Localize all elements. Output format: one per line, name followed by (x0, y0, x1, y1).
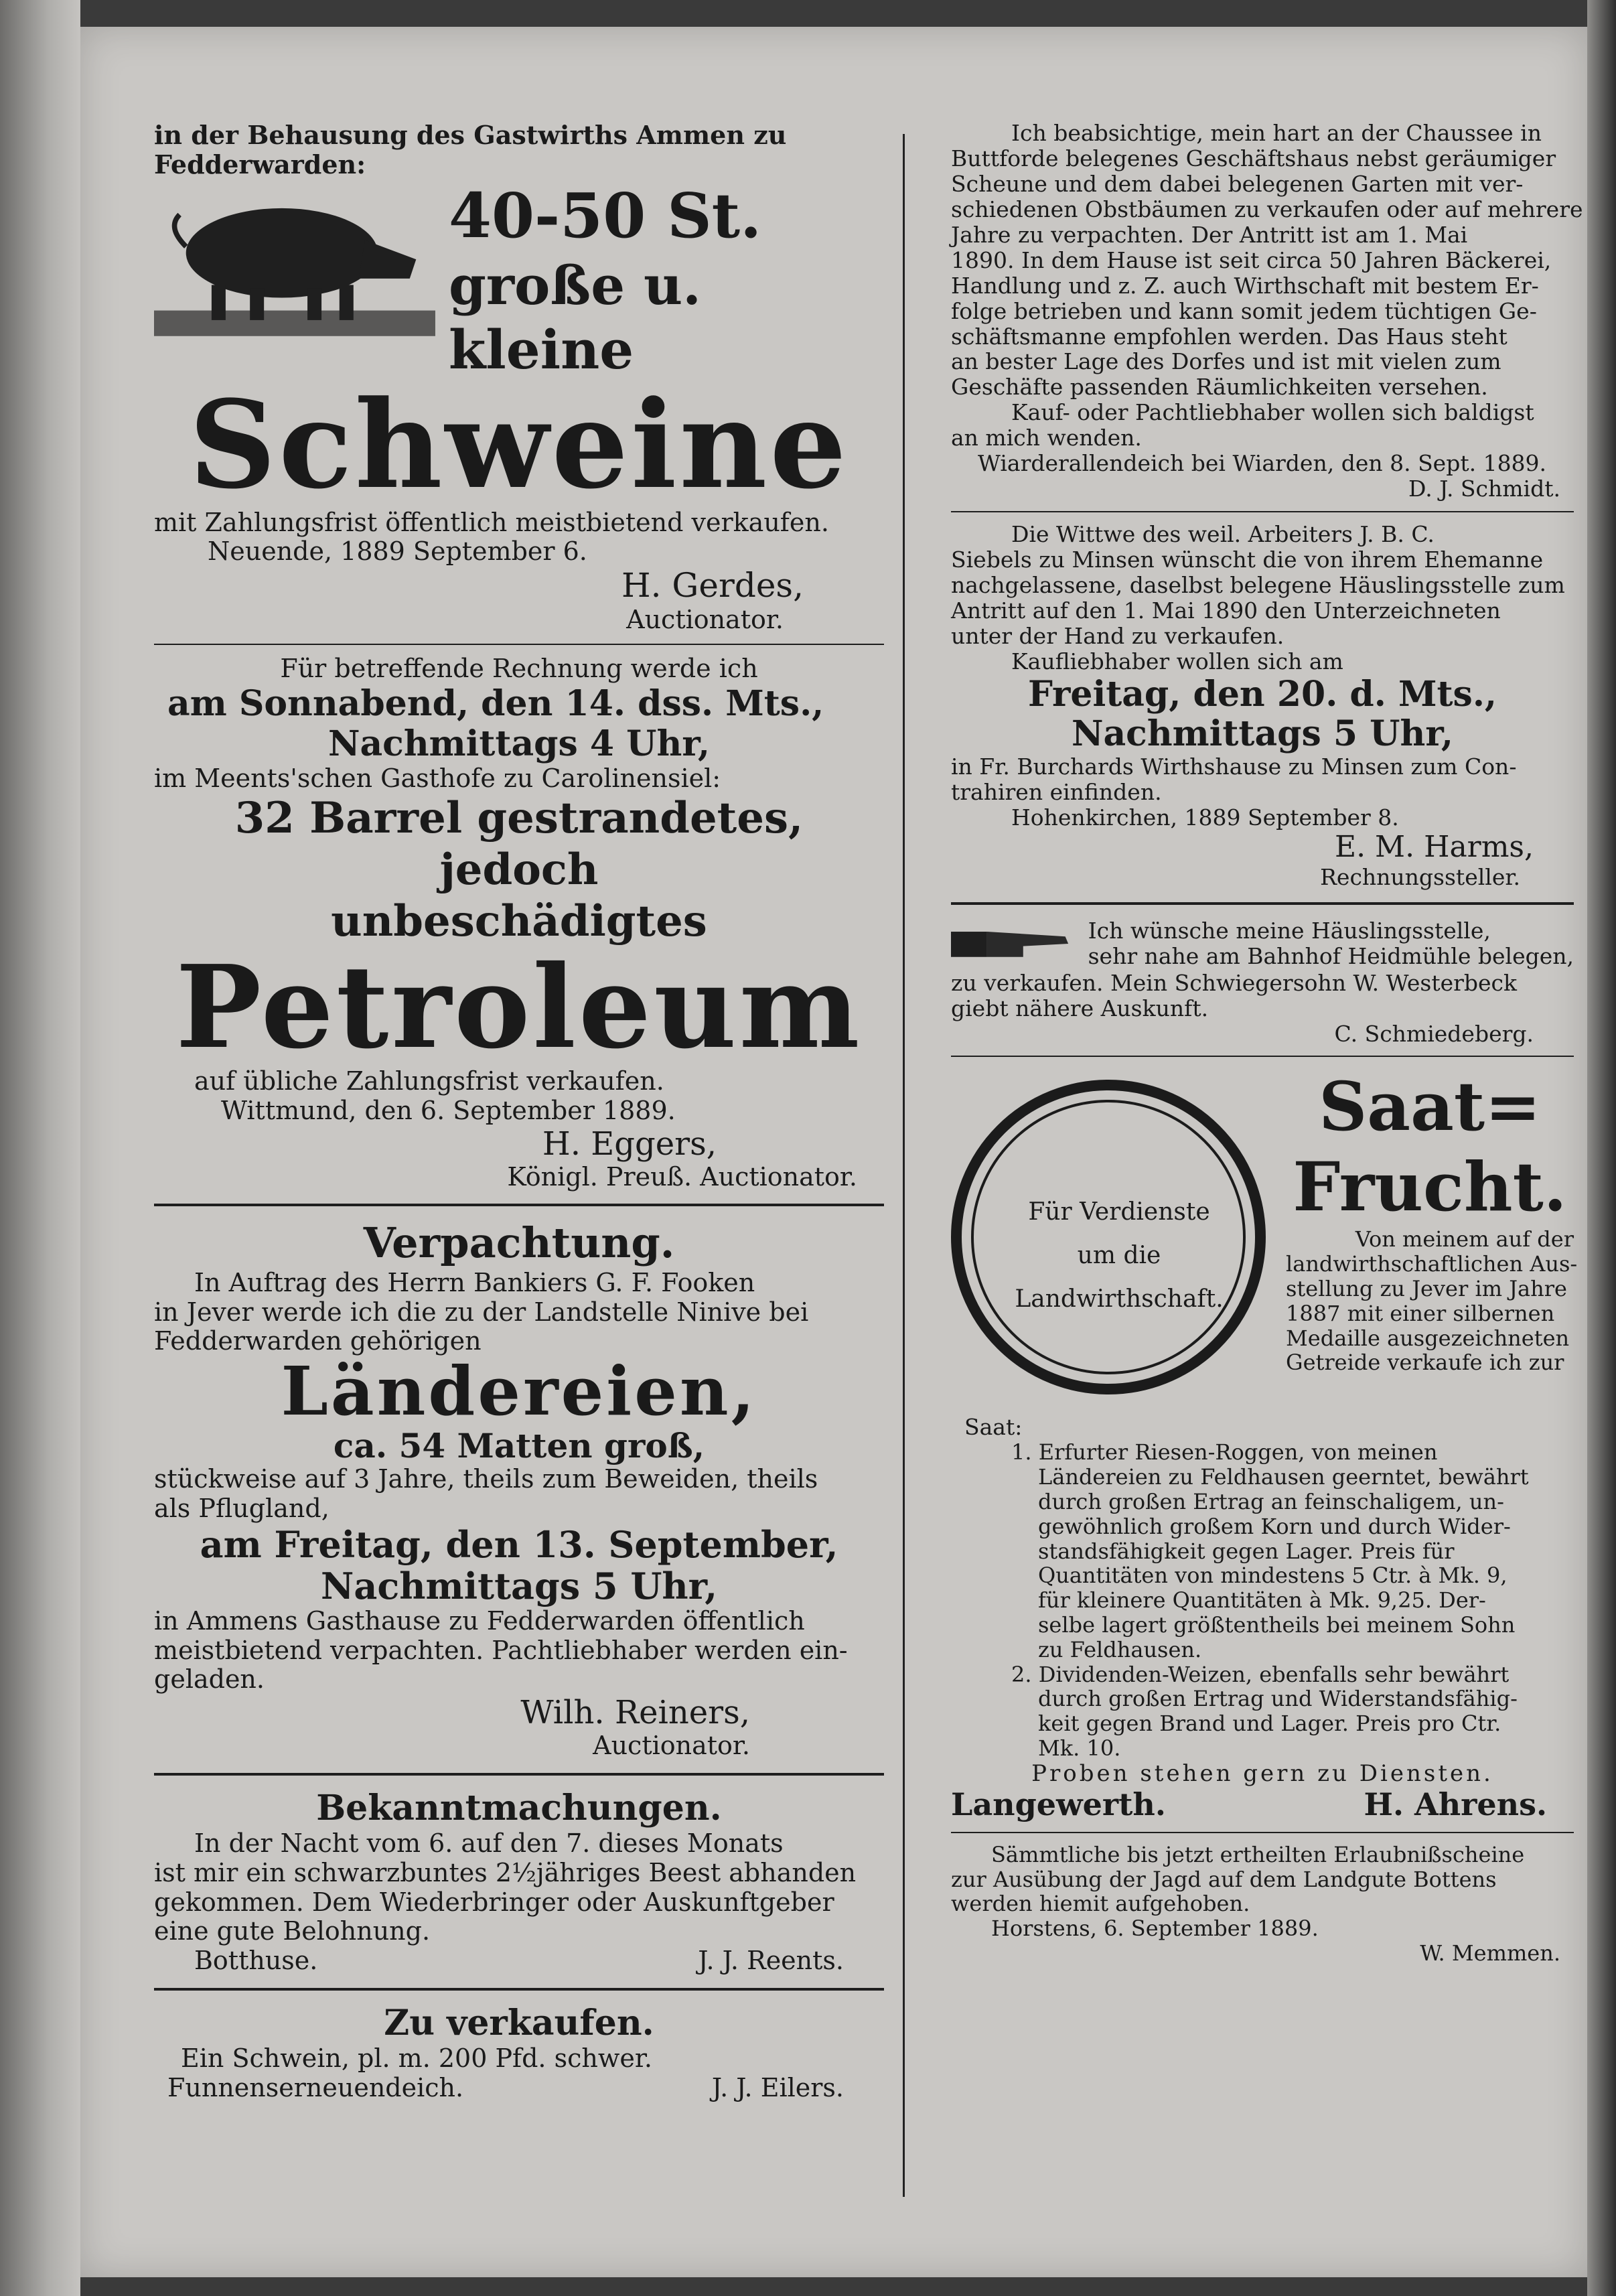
list-item: für kleinere Quantitäten à Mk. 9,25. Der- (1038, 1587, 1486, 1613)
signer: C. Schmiedeberg. (1334, 1020, 1534, 1047)
divider (154, 1773, 884, 1776)
ad-line: folge betrieben und kann somit jedem tüchtigen Ge- (951, 297, 1537, 324)
signer: H. Ahrens. (1364, 1786, 1547, 1822)
ad-geschaeftshaus (951, 120, 1583, 502)
ad-line: nachgelassene, daselbst belegene Häuslingsstelle zum (951, 571, 1565, 598)
ad-line: 32 Barrel gestrandetes, jedoch (234, 793, 804, 895)
signer-role: Auctionator. (626, 604, 784, 634)
ad-verpachtung (154, 1218, 884, 1760)
book-spine (0, 0, 80, 2296)
list-item: gewöhnlich großem Korn und durch Wider- (1038, 1513, 1511, 1539)
ad-saatfrucht (951, 1066, 1578, 1822)
signer: H. Eggers, (542, 1125, 717, 1163)
ad-line: auf übliche Zahlungsfrist verkaufen. (194, 1066, 664, 1096)
list-item: 1. Erfurter Riesen-Roggen, von meinen (1011, 1439, 1438, 1465)
ad-line: Hohenkirchen, 1889 September 8. (1011, 804, 1399, 831)
headline-petroleum: Petroleum (175, 940, 863, 1074)
pig-sizes: große u. kleine (448, 253, 701, 381)
ad-line: am Freitag, den 13. September, (200, 1522, 838, 1566)
ad-zu-verkaufen (154, 2003, 884, 2103)
ad-line: als Pflugland, (154, 1494, 329, 1524)
place: Funnenserneuendeich. (167, 2072, 464, 2102)
ad-line: Handlung und z. Z. auch Wirthschaft mit bestem Er- (951, 272, 1539, 299)
signer: J. J. Eilers. (711, 2072, 844, 2102)
medal-text: um die (1077, 1242, 1161, 1270)
signer: Wilh. Reiners, (520, 1694, 750, 1732)
ad-line: gekommen. Dem Wiederbringer oder Auskunftgeber (154, 1887, 834, 1917)
list-item: durch großen Ertrag und Widerstandsfähig- (1038, 1686, 1518, 1712)
list-item: Ländereien zu Feldhausen geerntet, bewährt (1038, 1464, 1529, 1490)
ad-line: Jahre zu verpachten. Der Antritt ist am 1. Mai (951, 221, 1468, 248)
ad-line: Für betreffende Rechnung werde ich (280, 654, 758, 684)
pig-count: 40-50 St. (448, 180, 762, 253)
ad-line: Ich beabsichtige, mein hart an der Chaussee in (1011, 120, 1542, 146)
ad-line: in der Behausung des Gastwirths Ammen zu (154, 120, 787, 150)
ad-line: giebt nähere Auskunft. (951, 995, 1209, 1021)
ad-line: 1890. In dem Hause ist seit circa 50 Jahren Bäckerei, (951, 246, 1552, 273)
ad-line: Neuende, 1889 September 6. (208, 536, 587, 567)
ad-line: in Fr. Burchards Wirthshause zu Minsen zum Con- (951, 754, 1517, 780)
divider (951, 1832, 1574, 1833)
ad-line: schiedenen Obstbäumen zu verkaufen oder auf mehrere (951, 196, 1583, 222)
signer: D. J. Schmidt. (1408, 476, 1560, 502)
ad-line: im Meents'schen Gasthofe zu Carolinensiel: (154, 763, 721, 793)
ad-line: Medaille ausgezeichneten (1286, 1325, 1570, 1351)
ad-line: 1887 mit einer silbernen (1286, 1300, 1555, 1326)
ad-line: Buttforde belegenes Geschäftshaus nebst geräumiger (951, 145, 1556, 171)
list-item: zu Feldhausen. (1038, 1636, 1202, 1662)
place: Botthuse. (194, 1946, 318, 1976)
ad-line: trahiren einfinden. (951, 779, 1162, 806)
list-item: Quantitäten von mindestens 5 Ctr. à Mk. 9, (1038, 1563, 1508, 1589)
ad-haeuslingsstelle-minsen (951, 522, 1574, 890)
ad-line: Kaufliebhaber wollen sich am (1011, 648, 1343, 674)
ad-line: Ich wünsche meine Häuslingsstelle, (1088, 917, 1491, 944)
left-column (154, 121, 884, 2102)
ad-line: Antritt auf den 1. Mai 1890 den Unterzeichneten (951, 597, 1501, 624)
ad-title: Bekanntmachungen. (316, 1787, 722, 1828)
ad-line: unter der Hand zu verkaufen. (951, 622, 1284, 649)
ad-line: am Sonnabend, den 14. dss. Mts., (167, 683, 824, 725)
ad-line: an bester Lage des Dorfes und ist mit vielen zum (951, 348, 1501, 375)
ad-line: eine gute Belohnung. (154, 1916, 431, 1946)
ad-line: Kauf- oder Pachtliebhaber wollen sich baldigst (1011, 399, 1534, 426)
ad-line: Proben stehen gern zu Diensten. (1031, 1760, 1493, 1787)
signer: W. Memmen. (1420, 1940, 1560, 1966)
list-item: Mk. 10. (1038, 1735, 1121, 1761)
signer-role: Rechnungssteller. (1320, 863, 1520, 890)
ad-line: unbeschädigtes (331, 895, 707, 946)
ad-line: Saat: (964, 1414, 1023, 1441)
place: Langewerth. (951, 1786, 1166, 1822)
ad-line: zur Ausübung der Jagd auf dem Landgute Bottens (951, 1866, 1497, 1892)
ad-line: ca. 54 Matten groß, (333, 1425, 705, 1465)
pointing-hand-icon (951, 917, 1078, 971)
ad-title: Verpachtung. (363, 1218, 675, 1268)
ad-line: in Ammens Gasthause zu Fedderwarden öffentlich (154, 1605, 805, 1636)
medal-text: Landwirthschaft. (1015, 1285, 1224, 1313)
signer: J. J. Reents. (698, 1946, 844, 1976)
ad-line: landwirthschaftlichen Aus- (1286, 1251, 1578, 1277)
ad-schweine (154, 121, 884, 634)
headline-frucht: Frucht. (1293, 1147, 1567, 1227)
ad-line: Geschäfte passenden Räumlichkeiten versehen. (951, 374, 1488, 401)
ad-line: geladen. (154, 1664, 265, 1695)
ad-line: meistbietend verpachten. Pachtliebhaber werden ein- (154, 1635, 848, 1665)
ad-line: werden hiemit aufgehoben. (951, 1891, 1250, 1917)
ad-line: sehr nahe am Bahnhof Heidmühle belegen, (1088, 942, 1574, 969)
ad-line: Siebels zu Minsen wünscht die von ihrem Ehemanne (951, 547, 1544, 573)
ad-line: Nachmittags 4 Uhr, (327, 723, 711, 764)
ad-line: schäftsmanne empfohlen werden. Das Haus steht (951, 323, 1508, 350)
ad-haeuslingsstelle-heidmuehle (951, 917, 1574, 1047)
signer: E. M. Harms, (1334, 830, 1534, 865)
medal-text: Für Verdienste (1028, 1198, 1210, 1226)
ad-line: mit Zahlungsfrist öffentlich meistbietend verkaufen. (154, 507, 829, 537)
ad-title: Zu verkaufen. (384, 2002, 654, 2043)
ad-line: Horstens, 6. September 1889. (991, 1916, 1319, 1942)
divider (154, 644, 884, 645)
ad-line: stellung zu Jever im Jahre (1286, 1276, 1567, 1302)
ad-line: Sämmtliche bis jetzt ertheilten Erlaubnißscheine (991, 1841, 1525, 1867)
ad-line: Fedderwarden: (154, 149, 366, 180)
ad-line: In Auftrag des Herrn Bankiers G. F. Fooken (194, 1267, 755, 1297)
ad-jagd (951, 1843, 1574, 1966)
list-item: standsfähigkeit gegen Lager. Preis für (1038, 1538, 1455, 1564)
ad-line: Nachmittags 5 Uhr, (320, 1564, 718, 1607)
ad-line: Getreide verkaufe ich zur (1286, 1350, 1564, 1376)
headline-laendereien: Ländereien, (281, 1351, 757, 1431)
ad-line: ist mir ein schwarzbuntes 2½jähriges Beest abhanden (154, 1857, 857, 1887)
list-item: keit gegen Brand und Lager. Preis pro Ctr. (1038, 1711, 1501, 1737)
ad-line: Die Wittwe des weil. Arbeiters J. B. C. (1011, 521, 1435, 548)
ad-line: in Jever werde ich die zu der Landstelle Ninive bei (154, 1297, 809, 1327)
ad-line: Ein Schwein, pl. m. 200 Pfd. schwer. (181, 2043, 652, 2074)
divider (951, 1056, 1574, 1057)
ad-line: Fedderwarden gehörigen (154, 1326, 482, 1356)
divider (154, 1204, 884, 1206)
ad-petroleum (154, 654, 884, 1192)
ad-line: In der Nacht vom 6. auf den 7. dieses Monats (194, 1828, 784, 1859)
pig-illustration (154, 179, 435, 346)
signer-role: Königl. Preuß. Auctionator. (507, 1161, 857, 1192)
ad-bekanntmachungen (154, 1788, 884, 1976)
list-item: durch großen Ertrag an feinschaligem, un- (1038, 1488, 1504, 1514)
headline-saat: Saat= (1319, 1067, 1541, 1147)
ad-line: Nachmittags 5 Uhr, (1071, 713, 1454, 755)
ad-line: zu verkaufen. Mein Schwiegersohn W. Westerbeck (951, 969, 1518, 996)
medal-circle (951, 1080, 1266, 1394)
ad-line: Scheune und dem dabei belegenen Garten mit ver- (951, 170, 1524, 197)
ad-line: Freitag, den 20. d. Mts., (1027, 673, 1497, 715)
ad-line: Wittmund, den 6. September 1889. (221, 1095, 676, 1125)
divider (951, 902, 1574, 905)
right-column (951, 120, 1583, 1966)
ad-line: stückweise auf 3 Jahre, theils zum Beweiden, theils (154, 1464, 818, 1494)
divider (154, 1988, 884, 1991)
ad-line: Wiarderallendeich bei Wiarden, den 8. Sept. 1889. (978, 450, 1547, 477)
divider (951, 511, 1574, 512)
ad-line: Von meinem auf der (1355, 1226, 1574, 1252)
page-edge (1587, 0, 1616, 2296)
headline-schweine: Schweine (189, 374, 849, 516)
list-item: 2. Dividenden-Weizen, ebenfalls sehr bewährt (1011, 1661, 1510, 1687)
ad-line: an mich wenden. (951, 425, 1142, 451)
signer: H. Gerdes, (621, 566, 804, 605)
list-item: selbe lagert größtentheils bei meinem Sohn (1038, 1611, 1516, 1638)
signer-role: Auctionator. (593, 1731, 750, 1761)
column-rule (903, 134, 905, 2197)
